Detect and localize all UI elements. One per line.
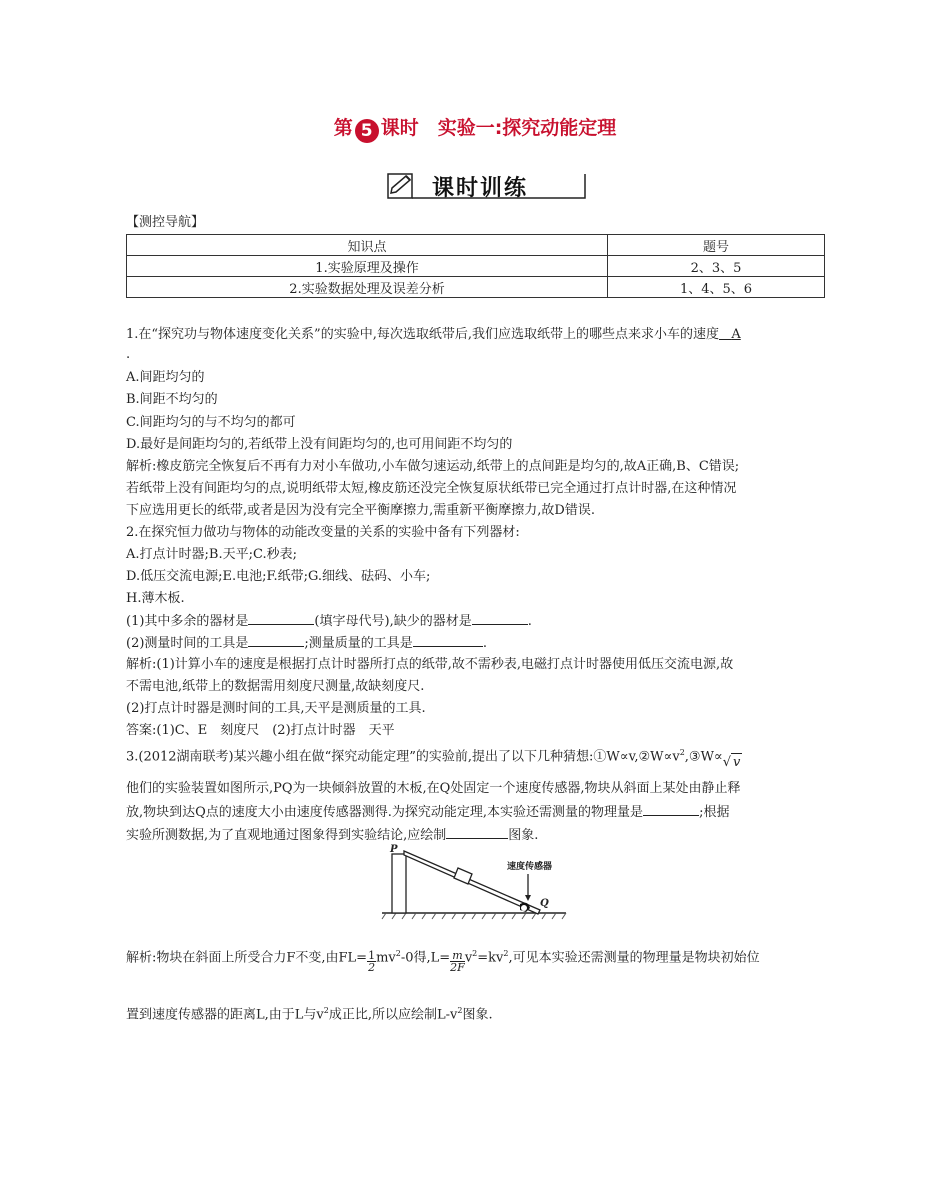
table-row	[127, 277, 825, 298]
q3-analysis-line: 解析:物块在斜面上所受合力F不变,由FL= $\frac{1}{2}$ $mv^2-0$得,L= $\frac{m}{2F}$ $v^2=kv^2$,可见本实验还需测量的物理量是物块初始位	[126, 949, 760, 975]
lesson-number-badge: 5	[355, 119, 379, 143]
banner-text: 课时训练	[432, 176, 529, 201]
label-p: P	[390, 844, 398, 855]
fraction-m-over-2f: $\frac{m}{2F}$	[450, 949, 465, 975]
label-q: Q	[540, 898, 549, 909]
header-cell: 知识点	[127, 235, 608, 256]
table-cell: 2、3、5	[608, 256, 825, 277]
table-cell: 2.实验数据处理及误差分析	[127, 277, 608, 298]
q3-para: 他们的实验装置如图所示,PQ为一块倾斜放置的木板,在Q处固定一个速度传感器,物块从斜面上某处由静止释	[126, 781, 741, 796]
knowledge-table	[126, 234, 825, 298]
q2-sub2: (2)测量时间的工具是 ;测量质量的工具是 .	[126, 636, 487, 651]
answer-blank[interactable]	[446, 826, 508, 839]
answer-blank[interactable]	[248, 612, 314, 625]
q2-answer: 答案:(1)C、E 刻度尺 (2)打点计时器 天平	[126, 723, 395, 738]
incline-figure	[380, 840, 570, 926]
sensor-label: 速度传感器	[507, 862, 553, 872]
q1-analysis-line: 下应选用更长的纸带,或者是因为没有完全平衡摩擦力,需重新平衡摩擦力,故D错误.	[126, 503, 595, 518]
q1-option: B.间距不均匀的	[126, 392, 218, 407]
answer-blank[interactable]	[643, 803, 699, 816]
q1-analysis-line: 解析:橡皮筋完全恢复后不再有力对小车做功,小车做匀速运动,纸带上的点间距是均匀的,故A正确,B、C错误;	[126, 459, 740, 474]
nav-heading: 【测控导航】	[126, 215, 205, 230]
q3-analysis-line: 置到速度传感器的距离L,由于L与$v^2$成正比,所以应绘制$L-v^2$图象.	[126, 1006, 493, 1023]
page-title: 第 5 课时 实验一:探究动能定理	[333, 117, 617, 141]
q2-sub1: (1)其中多余的器材是 (填字母代号),缺少的器材是 .	[126, 614, 532, 629]
q1-answer: A	[731, 327, 741, 342]
table-cell: 1、4、5、6	[608, 277, 825, 298]
answer-blank[interactable]	[248, 634, 304, 647]
table-cell: 1.实验原理及操作	[127, 256, 608, 277]
table-row	[127, 256, 825, 277]
q3-para: 放,物块到达Q点的速度大小由速度传感器测得.为探究动能定理,本实验还需测量的物理量是 ;根据	[126, 805, 730, 820]
q1-dot: .	[126, 347, 131, 362]
q2-item: H.薄木板.	[126, 591, 185, 606]
q2-analysis-line: 解析:(1)计算小车的速度是根据打点计时器所打点的纸带,故不需秒表,电磁打点计时器使用低压交流电源,故	[126, 657, 734, 672]
q2-stem: 2.在探究恒力做功与物体的动能改变量的关系的实验中备有下列器材:	[126, 525, 520, 540]
q2-analysis-line: 不需电池,纸带上的数据需用刻度尺测量,故缺刻度尺.	[126, 679, 425, 694]
fraction-half: $\frac{1}{2}$	[368, 949, 376, 975]
q3-stem: 3.(2012湖南联考)某兴趣小组在做“探究动能定理”的实验前,提出了以下几种猜想$:①W\propto v,②W\propto v^2,③W\propto√$ v	[126, 748, 741, 771]
q1-option: D.最好是间距均匀的,若纸带上没有间距均匀的,也可用间距不均匀的	[126, 437, 513, 452]
q1-stem: 1.在“探究功与物体速度变化关系”的实验中,每次选取纸带后,我们应选取纸带上的哪些点来求小车的速度 A	[126, 327, 741, 342]
q1-option: C.间距均匀的与不均匀的都可	[126, 415, 296, 430]
q1-analysis-line: 若纸带上没有间距均匀的点,说明纸带太短,橡皮筋还没完全恢复原状纸带已完全通过打点计时器,在这种情况	[126, 481, 737, 496]
q2-item: D.低压交流电源;E.电池;F.纸带;G.细线、砝码、小车;	[126, 569, 431, 584]
section-banner	[382, 170, 590, 202]
answer-blank[interactable]	[472, 612, 528, 625]
q3-para: 实验所测数据,为了直观地通过图象得到实验结论,应绘制 图象.	[126, 828, 539, 843]
q2-item: A.打点计时器;B.天平;C.秒表;	[126, 547, 297, 562]
q1-option: A.间距均匀的	[126, 370, 205, 385]
sqrt-v: √ v	[722, 755, 741, 771]
table-header-row	[127, 235, 825, 256]
q2-analysis-line: (2)打点计时器是测时间的工具,天平是测质量的工具.	[126, 701, 426, 716]
header-cell: 题号	[608, 235, 825, 256]
answer-blank[interactable]	[413, 634, 483, 647]
